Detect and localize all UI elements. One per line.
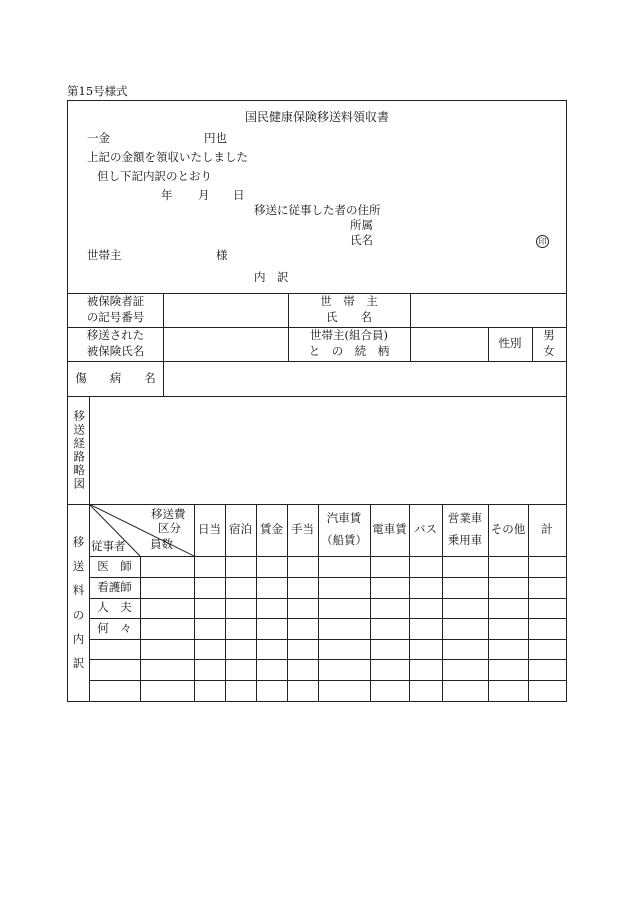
diag-top-line1: 移送費 (151, 507, 186, 521)
affiliation-label: 所属 (350, 218, 373, 232)
diag-right: 員数 (150, 537, 173, 551)
col-wages: 賃金 (260, 522, 283, 537)
sex-male[interactable]: 男 (543, 328, 555, 343)
col-other: その他 (490, 522, 526, 537)
relation-field[interactable] (411, 327, 488, 361)
col-daily-allowance: 日当 (198, 522, 221, 537)
sex-female[interactable]: 女 (543, 344, 555, 358)
transported-person-label: 移送された 被保険氏名 (86, 328, 145, 358)
householder-name-field[interactable] (411, 293, 566, 327)
col-bus: バス (414, 522, 437, 537)
sex-label: 性別 (498, 336, 522, 351)
route-sketch-area[interactable] (90, 396, 566, 504)
honorific: 様 (216, 248, 228, 262)
illness-field[interactable] (164, 361, 566, 396)
address-label: 移送に従事した者の住所 (254, 203, 381, 217)
amount-prefix: 一金 (87, 131, 110, 145)
col-allowance: 手当 (291, 522, 314, 537)
col-commercial-car: 営業車 乗用車 (447, 511, 483, 547)
cost-side-label: 移 送 料 の 内 訳 (72, 535, 85, 670)
col-train-fare: 汽車賃 （船賃） (321, 511, 367, 547)
insured-number-label: 被保険者証 の記号番号 (86, 294, 145, 324)
diag-left: 従事者 (91, 539, 126, 553)
diag-top-line2: 区分 (158, 521, 181, 535)
transported-person-field[interactable] (164, 327, 288, 361)
insured-number-field[interactable] (164, 293, 288, 327)
breakdown-note: 但し下記内訳のとおり (97, 169, 212, 183)
breakdown-heading: 内 訳 (254, 270, 289, 284)
date-day: 日 (233, 188, 245, 202)
received-text: 上記の金額を領収いたしました (87, 150, 248, 164)
illness-label: 傷 病 名 (75, 370, 156, 385)
receipt-form (67, 100, 567, 702)
worker-laborer: 人 夫 (97, 600, 132, 615)
sex-options[interactable] (532, 327, 566, 361)
col-total: 計 (541, 522, 553, 537)
col-tram-fare: 電車賃 (372, 522, 407, 537)
name-label: 氏名 (350, 233, 373, 247)
amount-suffix: 円也 (204, 131, 227, 145)
date-month: 月 (198, 188, 210, 202)
relation-label: 世帯主(組合員) と の 続 柄 (308, 328, 390, 358)
route-label: 移送経路略図 (72, 409, 87, 491)
form-number: 第15号様式 (67, 84, 128, 98)
col-lodging: 宿泊 (229, 522, 252, 537)
worker-doctor: 医 師 (97, 558, 132, 573)
worker-etc: 何 々 (97, 620, 132, 635)
seal-mark: 印 (536, 235, 549, 248)
worker-nurse: 看護師 (97, 579, 132, 594)
householder-label: 世帯主 (87, 248, 122, 262)
date-year: 年 (161, 188, 173, 202)
householder-name-label: 世 帯 主 氏 名 (320, 294, 378, 324)
form-title: 国民健康保険移送料領収書 (245, 110, 390, 124)
